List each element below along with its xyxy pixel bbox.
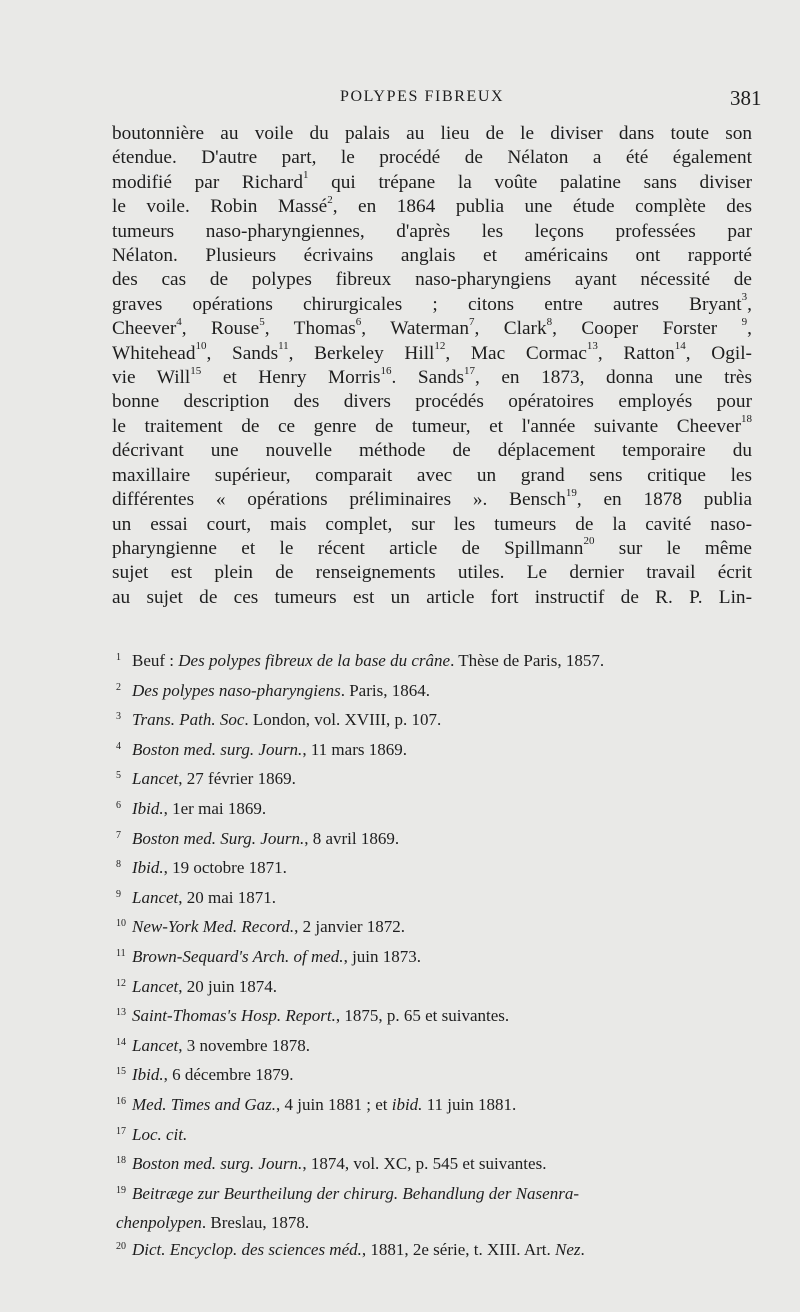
italic-title: Brown-Sequard's Arch. of med. (132, 946, 344, 966)
footnote-continuation: chenpolypen. Breslau, 1878. (116, 1213, 310, 1233)
footnote: 14 Lancet, 3 novembre 1878. (116, 1033, 756, 1063)
italic-title: chenpolypen (116, 1213, 202, 1233)
footnote: 13 Saint-Thomas's Hosp. Report., 1875, p. 65 et suivantes. (116, 1003, 756, 1033)
footnote-ref: 15 (190, 364, 202, 377)
italic-title: Loc. cit. (132, 1124, 188, 1144)
body-line: Nélaton. Plusieurs écrivains anglais et américains ont rapporté (112, 245, 752, 267)
body-line: Cheever$^4$, Rouse$^5$, Thomas$^6$, Waterman$^7$, Clark$^8$, Cooper Forster $^9$, (112, 315, 752, 340)
footnote-ref: 13 (586, 340, 598, 353)
body-line: des cas de polypes fibreux naso-pharyngiens ayant nécessité de (112, 269, 752, 291)
body-line: étendue. D'autre part, le procédé de Nélaton a été également (112, 147, 752, 169)
body-line: modifié par Richard$^1$ qui trépane la voûte palatine sans diviser (112, 169, 752, 193)
footnote-ref: 10 (195, 340, 207, 353)
footnote: 3 Trans. Path. Soc. London, vol. XVIII, p. 107. (116, 707, 756, 737)
italic-title: Lancet (132, 976, 179, 996)
italic-title: Beitræge zur Beurtheilung der chirurg. Behandlung der Nasenra- (132, 1183, 579, 1203)
italic-title: Boston med. surg. Journ. (132, 739, 303, 759)
footnote-ref: 5 (259, 315, 265, 328)
italic-title: Saint-Thomas's Hosp. Report. (132, 1006, 336, 1026)
footnote-ref: 18 (741, 413, 752, 426)
footnote: 8 Ibid., 19 octobre 1871. (116, 855, 756, 885)
italic-title: ibid. (391, 1094, 423, 1114)
footnote-number: 2 (116, 681, 121, 693)
footnote-ref: 9 (741, 315, 748, 328)
body-text (112, 122, 752, 610)
body-line: boutonnière au voile du palais au lieu de le diviser dans toute son (112, 123, 752, 144)
footnote: 12 Lancet, 20 juin 1874. (116, 974, 756, 1004)
italic-title: Boston med. surg. Journ. (132, 1154, 303, 1174)
footnote: 5 Lancet, 27 février 1869. (116, 766, 756, 796)
body-line: sujet est plein de renseignements utiles. Le dernier travail écrit (112, 562, 752, 584)
footnote: 18 Boston med. surg. Journ., 1874, vol. XC, p. 545 et suivantes. (116, 1151, 756, 1181)
body-line: un essai court, mais complet, sur les tumeurs de la cavité naso- (112, 513, 752, 535)
italic-title: Trans. Path. Soc (132, 710, 245, 730)
italic-title: Des polypes naso-pharyngiens (132, 680, 341, 700)
footnote-ref: 11 (278, 340, 289, 353)
footnote (116, 1122, 756, 1152)
footnote: 2 Des polypes naso-pharyngiens. Paris, 1864. (116, 678, 756, 708)
footnote-ref: 8 (546, 315, 553, 328)
footnote-number: 17 (116, 1125, 126, 1137)
footnote: 11 Brown-Sequard's Arch. of med., juin 1873. (116, 944, 756, 974)
body-line: décrivant une nouvelle méthode de déplacement temporaire du (112, 440, 752, 462)
body-line: maxillaire supérieur, comparait avec un grand sens critique les (112, 464, 752, 486)
italic-title: New-York Med. Record. (132, 917, 295, 937)
italic-title: Lancet (132, 1035, 179, 1055)
italic-title: Ibid. (132, 1065, 164, 1085)
body-line: tumeurs naso-pharyngiennes, d'après les leçons professées par (112, 220, 752, 242)
footnote-number: 15 (116, 1066, 126, 1078)
italic-title: Med. Times and Gaz. (132, 1094, 277, 1114)
italic-title: Nez (554, 1239, 581, 1259)
footnote-ref: 6 (355, 315, 362, 328)
footnote-number: 7 (116, 829, 121, 841)
body-line: le traitement de ce genre de tumeur, et l'année suivante Cheever$^{18}$ (112, 413, 752, 437)
page-number: 381 (730, 86, 762, 110)
footnote (116, 1181, 756, 1211)
body-line: différentes « opérations préliminaires ». Bensch$^{19}$, en 1878 publia (112, 486, 752, 511)
footnote-ref: 16 (380, 364, 392, 377)
footnote: 4 Boston med. surg. Journ., 11 mars 1869. (116, 737, 756, 767)
body-line: au sujet de ces tumeurs est un article fort instructif de R. P. Lin- (112, 586, 752, 608)
footnote-number: 4 (116, 740, 121, 752)
footnote: 7 Boston med. Surg. Journ., 8 avril 1869. (116, 826, 756, 856)
italic-title: Des polypes fibreux de la base du crâne (178, 651, 451, 670)
body-line: graves opérations chirurgicales ; citons entre autres Bryant$^3$, (112, 291, 752, 315)
running-title: POLYPES FIBREUX (340, 88, 505, 105)
footnote-number: 8 (116, 859, 121, 871)
body-line: Whitehead$^{10}$, Sands$^{11}$, Berkeley Hill$^{12}$, Mac Cormac$^{13}$, Ratton$^{14}$, Ogil- (112, 340, 752, 364)
footnote-number: 19 (116, 1184, 126, 1196)
footnote-number: 9 (116, 888, 121, 900)
italic-title: Boston med. Surg. Journ. (132, 828, 305, 848)
footnote: 9 Lancet, 20 mai 1871. (116, 885, 756, 915)
footnote-ref: 2 (327, 193, 333, 206)
footnote-number: 10 (116, 918, 126, 930)
italic-title: Lancet (132, 769, 179, 789)
body-line: pharyngienne et le récent article de Spillmann$^{20}$ sur le même (112, 535, 752, 559)
footnote: 15 Ibid., 6 décembre 1879. (116, 1062, 756, 1092)
footnote-ref: 19 (565, 486, 577, 499)
footnotes (116, 648, 756, 1266)
footnote-number: 20 (116, 1240, 126, 1252)
footnote-number: 14 (116, 1036, 126, 1048)
footnote-number: 11 (116, 947, 126, 959)
italic-title: Ibid. (132, 798, 164, 818)
footnote-ref: 20 (583, 535, 595, 548)
footnote: 16 Med. Times and Gaz., 4 juin 1881 ; et ibid. 11 juin 1881. (116, 1092, 756, 1122)
body-line: bonne description des divers procédés opératoires employés pour (112, 391, 752, 413)
footnote-number: 6 (116, 799, 121, 811)
footnote: 20 Dict. Encyclop. des sciences méd., 1881, 2e série, t. XIII. Art. Nez. (116, 1237, 756, 1267)
footnote-ref: 12 (434, 340, 446, 353)
footnote-number: 18 (116, 1155, 126, 1167)
footnote-number: 5 (116, 770, 121, 782)
italic-title: Lancet (132, 887, 179, 907)
italic-title: Ibid. (132, 858, 164, 878)
footnote-ref: 3 (741, 291, 748, 304)
footnote-number: 3 (116, 711, 121, 723)
italic-title: Dict. Encyclop. des sciences méd. (132, 1239, 362, 1259)
page-header (0, 86, 800, 116)
footnote-number: 12 (116, 977, 126, 989)
footnote-number: 1 (116, 652, 121, 663)
footnote-number: 13 (116, 1007, 126, 1019)
footnote-ref: 1 (302, 169, 309, 182)
footnote-ref: 14 (674, 340, 686, 353)
footnote: 1 Beuf : Des polypes fibreux de la base du crâne. Thèse de Paris, 1857. (116, 648, 756, 678)
footnote: 6 Ibid., 1er mai 1869. (116, 796, 756, 826)
footnote-ref: 7 (468, 315, 475, 328)
footnote: 10 New-York Med. Record., 2 janvier 1872. (116, 914, 756, 944)
footnote-number: 16 (116, 1095, 126, 1107)
footnote-ref: 4 (176, 315, 182, 328)
body-line: le voile. Robin Massé$^2$, en 1864 publia une étude complète des (112, 193, 752, 218)
body-line: vie Will$^{15}$ et Henry Morris$^{16}$. Sands$^{17}$, en 1873, donna une très (112, 364, 752, 389)
footnote-ref: 17 (463, 364, 475, 377)
